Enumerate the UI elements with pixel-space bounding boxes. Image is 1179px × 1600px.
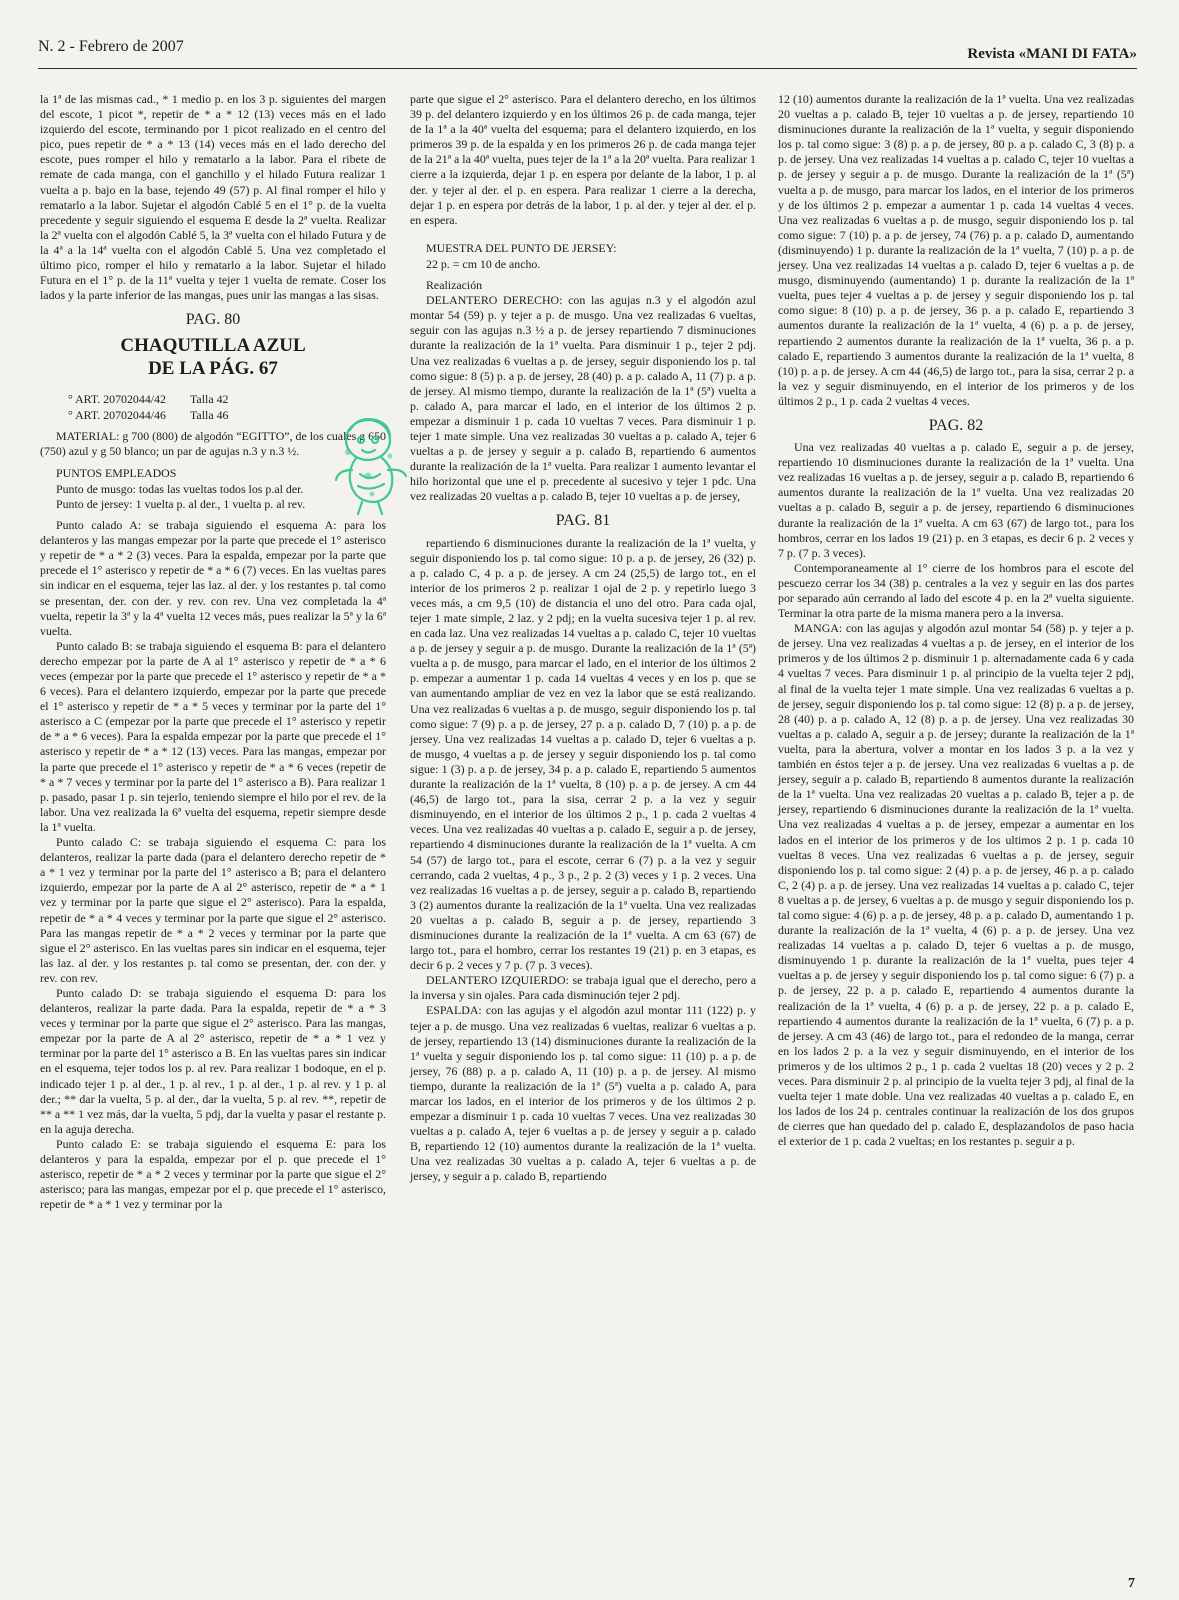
- issue-date: N. 2 - Febrero de 2007: [38, 38, 184, 55]
- lace-stitch-e: Punto calado E: se trabaja siguiendo el esquema E: para los delanteros y para la espalda, empezar por el p. que precede el 1° asterisco, repetir de * a * 2 veces y terminar por la parte que sigue el 2° asterisco; para las mangas, empezar por el p. que precede el 1° asterisco, repetir de * a * 1 vez y terminar por la: [40, 1136, 386, 1212]
- page-ref-82: PAG. 82: [928, 416, 984, 434]
- column-1: [40, 92, 386, 1212]
- stockinette-stitch: Punto de jersey: 1 vuelta p. al der., 1 vuelta p. al rev.: [56, 496, 306, 511]
- neckline-edge-text: la 1ª de las mismas cad., * 1 medio p. en los 3 p. siguientes del margen del escote, 1 picot *, repetir de * a * 12 (13) veces más en el lado izquierdo del escote, terminando por 1 picot realizado en el centro del pico, pues repetir de * a * 13 (14) veces más en el lado derecho del escote, pues romper el hilo y rematarlo a la labor. Para el ribete de remate de cada manga, con el ganchillo y el hilado Futura realizar 1 vuelta a p. bajo en la base, tejendo 49 (57) p. Al final romper el hilo y rematarlo a la labor. Sujetar el algodón Cablé 5 en el 1° p. de la vuelta precedente y seguir siguiendo el esquema E desde la 2ª vuelta. Realizar la 2ª vuelta con el algodón Cablé 5, la 3ª vuelta con el hilado Futura y de la 4ª a la 14ª vuelta con el algodón Cablé 5. Una vez completado el último pico, romper el hilo y rematarlo a la labor. Sujetar el hilado Futura en el 1° p. de la 11ª vuelta y tejer 1 vuelta de remate. Coser los lados y la parte inferior de las mangas, pues unir las mangas a las sisas.: [40, 92, 386, 303]
- column-2: [410, 92, 756, 1185]
- mascot-illustration: [328, 412, 412, 516]
- article-row-42: [40, 392, 386, 407]
- page-header: [38, 34, 1137, 69]
- pattern-title: [40, 334, 386, 380]
- page-ref-81: PAG. 81: [555, 512, 611, 530]
- size-label: Talla 46: [190, 407, 229, 422]
- gauge-text: 22 p. = cm 10 de ancho.: [426, 256, 541, 271]
- back-continued: 12 (10) aumentos durante la realización de la 1ª vuelta. Una vez realizadas 20 vueltas a p. calado B, tejer 10 vueltas a p. de jersey, repartiendo 10 disminuciones durante la realización de la 1ª vuelta, y seguir disponiendo los p. tal como sigue: 3 (8) p. a p. de jersey, 80 p. a p. calado C, 3 (8) p. a p. de jersey. Una vez realizadas 14 vueltas a p. calado C, tejer 10 vueltas a p. de jersey y seguir a p. de musgo. Durante la realización de la 1ª (5ª) vuelta a p. de musgo, para marcar los lados, en el interior de los primeros y de los últimos 2 p. empezar a aumentar 1 p. cada 14 vueltas 4 veces. Una vez realizadas 6 vueltas a p. de musgo, seguir disponiendo los p. tal como sigue: 7 (10) p. a p. de jersey, 74 (76) p. a p. calado D, aumentando (disminuyendo) 1 p. durante la realización de la 1ª vuelta, 7 (10) p. a p. de jersey. Una vez realizadas 14 vueltas a p. calado D, tejer 6 vueltas a p. de musgo, disminuyendo (aumentando) 1 p. durante la realización de la 1ª vuelta, pues tejer 4 vueltas a p. de jersey y seguir disponiendo los p. tal como sigue: 8 (10) p. a p. de jersey, 36 p. a p. calado E, repartiendo 3 aumentos durante la realización de la 1ª vuelta, 4 (6) p. a p. de jersey, repartiendo 2 aumentos durante la realización de la 1ª vuelta, 36 p. a p. calado E, repartiendo 3 aumentos durante la realización de la 1ª vuelta, 8 (10) p. a p. de jersey. A cm 44 (46,5) de largo tot., para la sisa, cerrar 2 p. a la vez y seguir disminuyendo, en el interior de los primeros y de los últimos 2 p., 1 p. cada 2 vueltas 4 veces.: [778, 92, 1134, 408]
- right-front-text: DELANTERO DERECHO: con las agujas n.3 y el algodón azul montar 54 (59) p. y tejer a p. de musgo. Una vez realizadas 6 vueltas, seguir con las agujas n.3 ½ a p. de jersey repartiendo 7 disminuciones durante la realización de la 1ª vuelta. Para disminuir 1 p., tejer 2 pdj. Una vez realizadas 6 vueltas a p. de jersey, seguir disponiendo los p. tal como sigue: 8 (5) p. a p. de jersey, 28 (40) p. a p. calado A, 11 (7) p. a p. de jersey. Al mismo tiempo, durante la realización de la 1ª (5ª) vuelta a p. calado A, para marcar el lado, en el interior de los últimos 2 p. empezar a disminuir 1 p. cada 10 vueltas 7 veces. Para disminuir 1 p. tejer 1 mate simple. Una vez realizadas 30 vueltas a p. calado A, tejer 6 vueltas a p. de jersey y seguir a p. calado B, repartiendo 6 aumentos durante la realización de la 1ª vuelta. Para realizar 1 aumento levantar el hilo horizontal que une el p. precedente al sucesivo y tejer 1 pdc. Una vez realizadas 20 vueltas a p. calado B, tejer 10 vueltas a p. de jersey,: [410, 293, 756, 504]
- sleeve-text: MANGA: con las agujas y algodón azul montar 54 (58) p. y tejer a p. de jersey. Una vez realizadas 4 vueltas a p. de jersey, en el interior de los primeros y de los últimos 2 p. disminuir 1 p. alternadamente cada 6 y cada 4 vueltas 7 veces. Para disminuir 1 p. al principio de la vuelta tejer 2 pdj, al final de la vuelta tejer 1 mate simple. Una vez realizadas 6 vueltas a p. de jersey, seguir disponiendo los p. tal como sigue: 12 (8) p. a p. de jersey, 28 (40) p. a p. calado A, 12 (8) p. a p. de jersey. Una vez realizadas 30 vueltas a p. calado A, seguir a p. de jersey; durante la realización de la 1ª vuelta, para la abertura, volver a montar en los lados 3 p. a la vez y también en éstos tejer a p. de jersey. Una vez realizadas 6 vueltas a p. de jersey, seguir a p. calado B, repartiendo 8 aumentos durante la realización de la 1ª vuelta. Una vez realizadas 20 vueltas a p. calado B, tejer a p. de jersey, repartiendo 6 disminuciones durante la realización de la 1ª vuelta. Una vez realizadas 4 vueltas a p. de jersey, empezar a aumentar en los lados en el interior de los primeros y de los ultimos 2 p. 1 p. cada 10 vueltas 8 veces. Una vez realizadas 6 vueltas a p. de jersey, seguir disponiendo los p. tal como sigue: 2 (4) p. a p. de jersey, 46 p. a p. calado C, 2 (4) p. a p. de jersey. Una vez realizadas 14 vueltas a p. calado C, tejer 8 vueltas a p. de jersey, 6 vueltas a p. de musgo y seguir disponiendo los p. tal como sigue: 4 (6) p. a p. de jersey, 48 p. a p. calado D, aumentando 1 p. durante la realización de la 1ª vuelta, 4 (6) p. a p. de jersey. Una vez realizadas 14 vueltas a p. calado D, tejer 6 vueltas a p. de musgo, disminuyendo 1 p. durante la realización de la 1ª vuelta, pues tejer 4 vueltas a p. de jersey y seguir disponiendo los p. tal como sigue: 6 (7) p. a p. de jersey, 22 p. a p. calado E, repartiendo 4 aumentos durante la realización de la 1ª vuelta, 4 (6) p. a p. de jersey, 22 p. a p. calado E, repartiendo 4 aumentos durante la realización de la 1ª vuelta, 6 (7) p. a p. de jersey. A cm 43 (46) de largo tot., para el redondeo de la manga, cerrar en los lados 2 p. a la vez y seguir disminuyendo, en el interior de los primeros y de los ultimos 2 p., 1 p. cada 2 vueltas 18 (20) veces y 2 p. 2 veces. Para disminuir 2 p. al principio de la vuelta tejer 3 pdj, al final de la vuelta tejer 1 mate doble. Una vez realizadas 40 vueltas a p. calado E, en los lados de los 24 p. centrales continuar la realización de los dos grupos de cierres que han quedado del p. calado E, desplazandolos de paso hacia el exterior de 1 p. cada 2 vueltas; en los restantes p. seguir a p.: [778, 621, 1134, 1149]
- article-code: ° ART. 20702044/46: [68, 407, 166, 422]
- back-continued-2: Una vez realizadas 40 vueltas a p. calado E, seguir a p. de jersey, repartiendo 10 disminuciones durante la realización de la 1ª vuelta. Una vez realizadas 16 vueltas a p. de jersey, seguir a p. calado B, repartiendo 6 aumentos durante la realización de la 1ª vuelta. Una vez realizadas 20 vueltas a p. calado B, seguir a p. de jersey, repartiendo 6 disminuciones durante la realización de la 1ª vuelta. A cm 63 (67) de largo tot., para los hombros, cerrar en los lados 19 (21) p. en 3 etapas, es decir 6 p. 2 veces y 7 p. (7 p. 3 veces).: [778, 440, 1134, 560]
- page-number: 7: [1128, 1576, 1135, 1591]
- page-ref-80: PAG. 80: [185, 311, 241, 329]
- gauge-heading: MUESTRA DEL PUNTO DE JERSEY:: [426, 240, 617, 255]
- lace-stitch-e-continued: parte que sigue el 2° asterisco. Para el delantero derecho, en los últimos 39 p. del delantero izquierdo y en los últimos 26 p. de cada manga, tejer de la 1ª a la 40ª vuelta del esquema; para el delantero izquierdo, en los primeros 39 p. de la espalda y en los primeros 26 p. de cada manga tejer de la 21ª a la 40ª vuelta, pues tejer de la 1ª a la 20ª vuelta. Para realizar 1 cierre a la izquierda, dejar 1 p. en espera por delante de la labor, 1 p. al der. y tejer al der. el p. en espera. Para realizar 1 cierre a la derecha, dejar 1 p. en espera por detrás de la labor, 1 p. al der. y tejer al der. el p. en espera.: [410, 92, 756, 227]
- magazine-title: Revista «MANI DI FATA»: [967, 46, 1137, 62]
- lace-stitch-b: Punto calado B: se trabaja siguiendo el esquema B: para el delantero derecho empezar por la parte de A al 1° asterisco y repetir de * a * 6 veces (empezar por la parte que precede el 1° asterisco y repetir de * a * 6 veces). Para el delantero izquierdo, empezar por la parte que precede el 1° asterisco y repetir de * a * 5 veces y terminar por la parte del 1° asterisco a C (empezar por la parte que precede el 1° asterisco y repetir de * a * 6 veces). Para la espalda empezar por la parte que precede el 1° asterisco y repetir de * a * 12 (13) veces. Para las mangas, empezar por la parte que precede el 1° asterisco y repetir de * a * 6 veces (repetir de * a * 7 veces y terminar por la parte del 1° asterisco a B). Para realizar 1 p. pasado, pasar 1 p. sin tejerlo, teniendo siempre el hilo por el rev. de la labor. Una vez realizada la 6ª vuelta del esquema, repetir siempre desde la 1ª vuelta.: [40, 638, 386, 834]
- stitches-heading: PUNTOS EMPLEADOS: [56, 465, 177, 480]
- left-front-text: DELANTERO IZQUIERDO: se trabaja igual que el derecho, pero a la inversa y sin ojales. Para cada disminución tejer 2 pdj.: [410, 973, 756, 1003]
- column-3: [778, 92, 1134, 1149]
- back-text: ESPALDA: con las agujas y el algodón azul montar 111 (122) p. y tejer a p. de musgo. Una vez realizadas 6 vueltas, realizar 6 vueltas a p. de jersey, repartiendo 13 (14) disminuciones durante la realización de la 1ª vuelta y seguir disponiendo los p. tal como sigue: 11 (10) p. a p. de jersey, 76 (88) p. a p. calado A, 11 (10) p. a p. de jersey. Al mismo tiempo, durante la realización de la 1ª (5ª) vuelta a p. calado A, para marcar los lados, en el interior de los primeros y de los últimos 2 p. empezar a disminuir 1 p. cada 10 vueltas 7 veces. Una vez realizadas 30 vueltas a p. calado A, tejer 6 vueltas a p. de jersey y seguir a p. calado B, repartiendo 12 (10) aumentos durante la realización de la 1ª vuelta. Una vez realizadas 30 vueltas a p. calado A, tejer 6 vueltas a p. de jersey, y seguir a p. calado B, repartiendo: [410, 1003, 756, 1184]
- neckline-text: Contemporaneamente al 1° cierre de los hombros para el escote del pescuezo cerrar los 34 (38) p. centrales a la vez y seguir en las dos partes por separado aún cerrando al lado del escote 4 p. en la 2ª vuelta siguiente. Terminar la otra parte de la misma manera pero a la inversa.: [778, 560, 1134, 621]
- material-text: MATERIAL: g 700 (800) de algodón “EGITTO”, de los cuales g 650 (750) azul y g 50 blanco; un par de agujas n.3 y n.3 ½.: [40, 428, 387, 458]
- garter-stitch: Punto de musgo: todas las vueltas todos los p.al der.: [56, 481, 304, 496]
- title-line-1: CHAQUTILLA AZUL: [120, 335, 306, 357]
- right-front-continued: repartiendo 6 disminuciones durante la realización de la 1ª vuelta, y seguir disponiendo los p. tal como sigue: 10 p. a p. de jersey, 26 (32) p. a p. calado C, 4 p. a p. de jersey. A cm 24 (25,5) de largo tot., en el interior de los primeros 2 p. realizar 1 ojal de 2 p. y repetirlo luego 3 veces más, a cm 9,5 (10) de distancia el uno del otro. Para cada ojal, tejer 1 mate simple, 2 laz. y 2 pdj; en la vuelta sucesiva tejer 1 p. al rev. en cada laz. Una vez realizadas 14 vueltas a p. calado C, tejer 10 vueltas a p. de jersey y seguir a p. de musgo. Durante la realización de la 1ª (5ª) vuelta a p. de musgo, para marcar el lado, en el interior de los últimos 2 p. empezar a aumentar 1 p. cada 14 vueltas 4 veces y en los p. que se van aumentando ampliar de vez en vez la labor que se está realizando. Una vez realizadas 6 vueltas a p. de musgo, seguir disponiendo los p. tal como sigue: 7 (9) p. a p. de jersey, 27 p. a p. calado D, 7 (10) p. a p. de jersey. Una vez realizadas 14 vueltas a p. calado D, tejer 6 vueltas a p. de musgo, 4 vueltas a p. de jersey y seguir disponiendo los p. tal como sigue: 1 (3) p. a p. de jersey, 34 p. a p. calado E, repartiendo 5 aumentos durante la realización de la 1ª vuelta, 8 (10) p. a p. de jersey. A cm 44 (46,5) de largo tot., para la sisa, cerrar 2 p. a la vez y seguir disminuyendo, en el interior de los últimos 2 p., 1 p. cada 2 vueltas 4 veces. Una vez realizadas 40 vueltas a p. calado E, seguir a p. de jersey, repartiendo 4 disminuciones durante la realización de la 1ª vuelta. A cm 54 (57) de largo tot., para el escote, cerrar 6 (7) p. a la vez y seguir cerrando, cada 2 vueltas, 4 p., 3 p., 2 p. 2 (3) veces y 1 p. 2 veces. Una vez realizadas 16 vueltas a p. de jersey, seguir a p. calado B, repartiendo 3 (2) aumentos durante la realización de la 1ª vuelta. Una vez realizadas 20 vueltas a p. calado B, seguir a p. de jersey, repartiendo 3 disminuciones durante la realización de la 1ª vuelta. A cm 63 (67) de largo tot., para el hombro, cerrar los restantes 19 (21) p. en 3 etapas, es decir 6 p. 2 veces y 7 p. (7 p. 3 veces).: [410, 535, 756, 973]
- article-code: ° ART. 20702044/42: [68, 392, 166, 407]
- lace-stitch-a: Punto calado A: se trabaja siguiendo el esquema A: para los delanteros y las mangas empezar por la parte que precede el 1° asterisco y repetir de * a * 2 (3) veces. Para la espalda, empezar por la parte que precede el 1° asterisco y repetir de * a * 6 (7) veces. En las vueltas pares sin indicar en el esquema, tejer las laz. al der. y los restantes p. tal como se presentan, der. con der. y rev. con rev. Una vez completada la 4ª vuelta, repetir la 3ª y la 4ª vuelta 12 veces más, pues realizar la 5ª y la 6ª vuelta.: [40, 518, 386, 638]
- size-label: Talla 42: [190, 392, 229, 407]
- lace-stitch-d: Punto calado D: se trabaja siguiendo el esquema D: para los delanteros, realizar la parte dada. Para la espalda, repetir de * a * 3 veces y terminar por la parte que sigue el 2° asterisco. Para las mangas, empezar por la parte de A al 2° asterisco, repetir de * a * 1 vez y terminar por la parte del 1° asterisco a B. En las vueltas pares sin indicar en el esquema, tejer todos los p. al rev. Para realizar 1 bodoque, en el p. indicado tejer 1 p. al der., 1 p. al rev., 1 p. al der., 1 p. al rev. y 1 p. al der.; ** dar la vuelta, 5 p. al der., dar la vuelta, 5 p. al rev. **, repetir de ** a ** 1 vez más, dar la vuelta, 5 pdj, dar la vuelta y pasar el restante p. en la aguja derecha.: [40, 985, 386, 1136]
- title-line-2: DE LA PÁG. 67: [148, 358, 278, 380]
- instructions-heading: Realización: [426, 278, 483, 293]
- lace-stitch-c: Punto calado C: se trabaja siguiendo el esquema C: para los delanteros, realizar la parte dada (para el delantero derecho repetir de * a * 1 vez y terminar por la parte del 1° asterisco a B; para el delantero izquierdo, empezar por la parte de A al 2° asterisco, repetir de * a * 1 vez y terminar por la parte que sigue el 2° asterisco). Para la espalda, repetir de * a * 4 veces y terminar por la parte que sigue el 2° asterisco. Para las mangas repetir de * a * 2 veces y terminar por la parte que sigue el 2° asterisco. En las vueltas pares sin indicar en el esquema, tejer las laz. al der. y los restantes p. tal como se presentan, der. con der. y rev. con rev.: [40, 835, 386, 985]
